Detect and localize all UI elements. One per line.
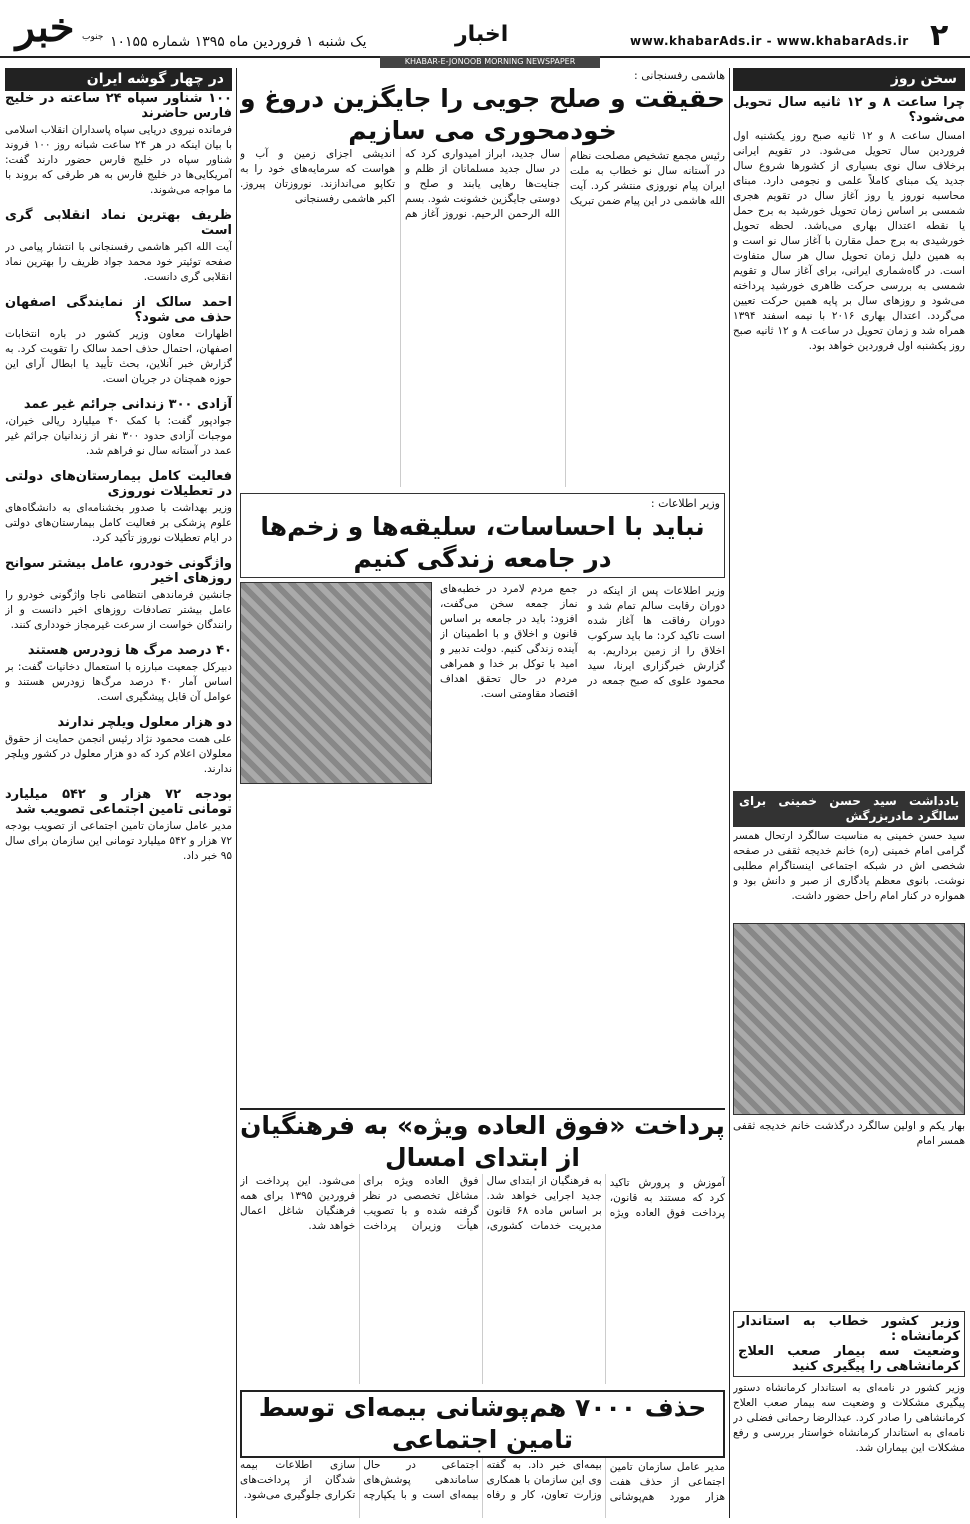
news-brief-body: وزیر بهداشت با صدور بخشنامه‌ای به دانشگاه‌های علوم پزشکی بر فعالیت کامل بیمارستان‌های دولتی در ایام تعطیلات نوروز تأکید کرد. [5, 502, 232, 544]
news-brief-body: دبیرکل جمعیت مبارزه با استعمال دخانیات گفت: بر اساس آمار ۴۰ درصد مرگ‌ها زودرس هستند و عوامل آن قابل پیشگیری است. [5, 661, 232, 703]
column-divider [236, 68, 237, 1518]
article-headline: حذف ۷۰۰۰ هم‌پوشانی بیمه‌ای توسط تامین اجتماعی [240, 1390, 725, 1458]
news-brief-headline: واژگونی خودرو، عامل بیشتر سوانح روزهای اخیر [5, 556, 232, 586]
left-column [5, 68, 232, 1518]
news-brief-headline: ۱۰۰ شناور سپاه ۲۴ ساعته در خلیج فارس حاضرند [5, 91, 232, 121]
news-brief-headline: ظریف بهترین نماد انقلابی گری است [5, 208, 232, 238]
article-body: وزیر کشور در نامه‌ای به استاندار کرمانشاه دستور پیگیری مشکلات و وضعیت سه بیمار صعب العلاج کرمانشاهی را صادر کرد. عبدالرضا رحمانی فضلی در نامه‌ای به استاندار کرمانشاه خواستار بررسی و رفع مشکلات این بیماران شد. [733, 1382, 965, 1454]
article-body [240, 1458, 725, 1518]
logo: خبر [15, 4, 75, 51]
news-brief-body: آیت الله اکبر هاشمی رفسنجانی با انتشار پیامی در صفحه توئیتر خود محمد جواد ظریف را بهترین نماد انقلابی گری دانست. [5, 241, 232, 283]
article-headline: حقیقت و صلح جویی را جایگزین دروغ و خودمحوری می سازیم [240, 84, 725, 145]
article-headline: وضعیت سه بیمار صعب العلاج کرمانشاهی را پیگیری کنید [738, 1344, 960, 1374]
news-brief-body: علی همت محمود نژاد رئیس انجمن حمایت از حقوق معلولان اعلام کرد که دو هزار معلول در کشور ویلچر ندارند. [5, 733, 232, 775]
news-brief-body: جانشین فرماندهی انتظامی ناجا واژگونی خودرو را عامل بیشتر تصادفات روزهای اخیر دانست و از رانندگان خواست از سرعت غیرمجاز خودداری کنند. [5, 589, 232, 631]
minister-photo [240, 582, 432, 784]
news-brief-headline: احمد سالک از نمایندگی اصفهان حذف می شود؟ [5, 295, 232, 325]
article-body [240, 147, 725, 487]
portrait-photo [733, 923, 965, 1115]
article-kicker: یادداشت سید حسن خمینی برای سالگرد مادربزرگش [733, 791, 965, 827]
article-byline: هاشمی رفسنجانی : [634, 69, 725, 82]
article-kicker: وزیر کشور خطاب به استاندار کرمانشاه : [738, 1314, 960, 1344]
news-brief-body: فرمانده نیروی دریایی سپاه پاسداران انقلاب اسلامی با بیان اینکه در هر ۲۴ ساعت شبانه روز ۱۰۰ فروند شناور سپاه در خلیج فارس حضور دارند گفت: آمریکایی‌ها در خلیج فارس به هر طرفی که بروند با ما مواجه می‌شوند. [5, 124, 232, 196]
article-body [440, 582, 725, 1102]
english-strip: KHABAR-E-JONOOB MORNING NEWSPAPER [380, 56, 600, 68]
news-brief-body: مدیر عامل سازمان تامین اجتماعی از تصویب بودجه ۷۲ هزار و ۵۴۲ میلیارد تومانی این سازمان برای سال ۹۵ خبر داد. [5, 820, 232, 862]
column-kicker: سخن روز [733, 68, 965, 91]
news-brief-headline: دو هزار معلول ویلچر ندارند [57, 715, 232, 730]
article-headline: نباید با احساسات، سلیقه‌ها و زخم‌ها در جامعه زندگی کنیم [260, 512, 705, 573]
article-body-text: آموزش و پرورش تاکید کرد که مستند به قانون، پرداخت فوق العاده ویژه به فرهنگیان از ابتدای سال جدید اجرایی خواهد شد. بر اساس ماده ۶۸ قانون مدیریت خدمات کشوری، فوق العاده ویژه برای مشاغل تخصصی در نظر گرفته شده و با تصویب هیأت وزیران پرداخت می‌شود. این پرداخت از فروردین ۱۳۹۵ برای همه فرهنگیان شاغل اعمال خواهد شد. [240, 1175, 725, 1232]
article-body-text: وزیر اطلاعات پس از اینکه در دوران رقابت سالم تمام شد و دوران رفاقت ها آغاز شده است تاکید کرد: ما باید سرکوب اخلاق را از زمین برداریم. به گزارش خبرگزاری ایرنا، سید محمود علوی که صبح جمعه در جمع مردم لامرد در خطبه‌های نماز جمعه سخن می‌گفت، افزود: باید در جامعه بر اساس قانون و اخلاق و با اطمینان از آینده زندگی کنیم. دولت تدبیر و امید با توکل بر خدا و همراهی مردم در حال تحقق اهداف اقتصاد مقاومتی است. [440, 583, 725, 700]
article-body [240, 1174, 725, 1384]
website[interactable]: www.khabarAds.ir - www.khabarAds.ir [630, 34, 909, 48]
article-body: امسال ساعت ۸ و ۱۲ ثانیه صبح روز یکشنبه اول فروردین سال تحویل می‌شود. در تقویم ایرانی برخلاف سال نوی بسیاری از کشورها شروع سال جدید یک مبنای کاملاً علمی و نجومی دارد. مبنای محاسبه نوروز یا روز آغاز سال در تقویم هجری شمسی بر اساس زمان تحویل خورشید به برج حمل یا نقطه اعتدال بهاری می‌باشد. لحظه تحویل خورشیدی به برج حمل مقارن با آغاز سال نو است و به همین دلیل زمان تحویل سال هر سال متفاوت است. در گاه‌شماری ایرانی، برای آغاز سال و تقویم شمسی به بررسی حرکت ظاهری خورشید پرداخته می‌شود و روزهای سال بر پایه همین حرکت تعیین می‌گردد. اعتدال بهاری ۲۰۱۶ با نیمه اسفند ۱۳۹۴ همراه شد و زمان تحویل در ساعت ۸ و ۱۲ ثانیه صبح روز یکشنبه اول فروردین خواهد بود. [733, 130, 965, 352]
news-brief-headline: فعالیت کامل بیمارستان‌های دولتی در تعطیلات نوروزی [5, 469, 232, 499]
middle-column [240, 68, 725, 1518]
article-byline: وزیر اطلاعات : [650, 497, 720, 510]
article-body: سید حسن خمینی به مناسبت سالگرد ارتحال همسر گرامی امام خمینی (ره) خانم خدیجه ثقفی در صفحه شخصی اش در شبکه اجتماعی اینستاگرام مطلبی نوشت. بانوی معظم یادگاری از صبر و دانش بود و همواره در کنار امام راحل حضور داشت. [733, 830, 965, 902]
article-headline: پرداخت «فوق العاده ویژه» به فرهنگیان از ابتدای امسال [240, 1108, 725, 1174]
masthead [0, 0, 970, 58]
article-body-text: مدیر عامل سازمان تامین اجتماعی از حذف هفت هزار مورد هم‌پوشانی بیمه‌ای خبر داد. به گفته وی این سازمان با همکاری وزارت تعاون، کار و رفاه اجتماعی در حال ساماندهی پوشش‌های بیمه‌ای است و با یکپارچه سازی اطلاعات بیمه شدگان از پرداخت‌های تکراری جلوگیری می‌شود. [240, 1459, 725, 1503]
logo-subtitle: جنوب [82, 32, 104, 42]
news-brief-body: جوادپور گفت: با کمک ۴۰ میلیارد ریالی خیران، موجبات آزادی حدود ۳۰۰ نفر از زندانیان جرائم غیر عمد در آستانه سال نو فراهم شد. [5, 415, 232, 457]
news-brief-headline: ۴۰ درصد مرگ ها زودرس هستند [27, 643, 232, 658]
page-number: ۲ [930, 18, 949, 53]
article-body-text: رئیس مجمع تشخیص مصلحت نظام در آستانه سال نو خطاب به ملت ایران پیام نوروزی منتشر کرد. آیت الله هاشمی در این پیام ضمن تبریک سال جدید، ابراز امیدواری کرد که در سال جدید مسلمانان از ظلم و جنایت‌ها رهایی یابند و صلح و دوستی جایگزین خشونت شود. بسم الله الرحمن الرحیم. نوروز آغاز هم اندیشی اجزای زمین و آب و هواست که سرمایه‌های خود را به تکاپو می‌اندازند. نوروزتان پیروز. اکبر هاشمی رفسنجانی [240, 148, 725, 220]
news-brief-list [5, 91, 232, 864]
news-brief-body: اظهارات معاون وزیر کشور در باره انتخابات اصفهان، احتمال حذف احمد سالک را تقویت کرد. به گزارش خبر آنلاین، بحث تأیید یا ابطال آرای این حوزه همچنان در جریان است. [5, 328, 232, 385]
news-brief-headline: آزادی ۳۰۰ زندانی جرائم غیر عمد [23, 397, 232, 412]
right-column [733, 68, 965, 1518]
column-divider [729, 68, 730, 1518]
issue-line: یک شنبه ۱ فروردین ماه ۱۳۹۵ شماره ۱۰۱۵۵ [110, 34, 367, 50]
news-brief-headline: بودجه ۷۲ هزار و ۵۴۲ میلیارد تومانی تامین اجتماعی تصویب شد [5, 787, 232, 817]
photo-caption: بهار یکم و اولین سالگرد درگذشت خانم خدیجه ثقفی همسر امام [733, 1120, 965, 1147]
section-title: اخبار [455, 22, 509, 47]
column-kicker: در چهار گوشه ایران [5, 68, 232, 91]
article-headline: چرا ساعت ۸ و ۱۲ ثانیه سال تحویل می‌شود؟ [733, 95, 965, 125]
